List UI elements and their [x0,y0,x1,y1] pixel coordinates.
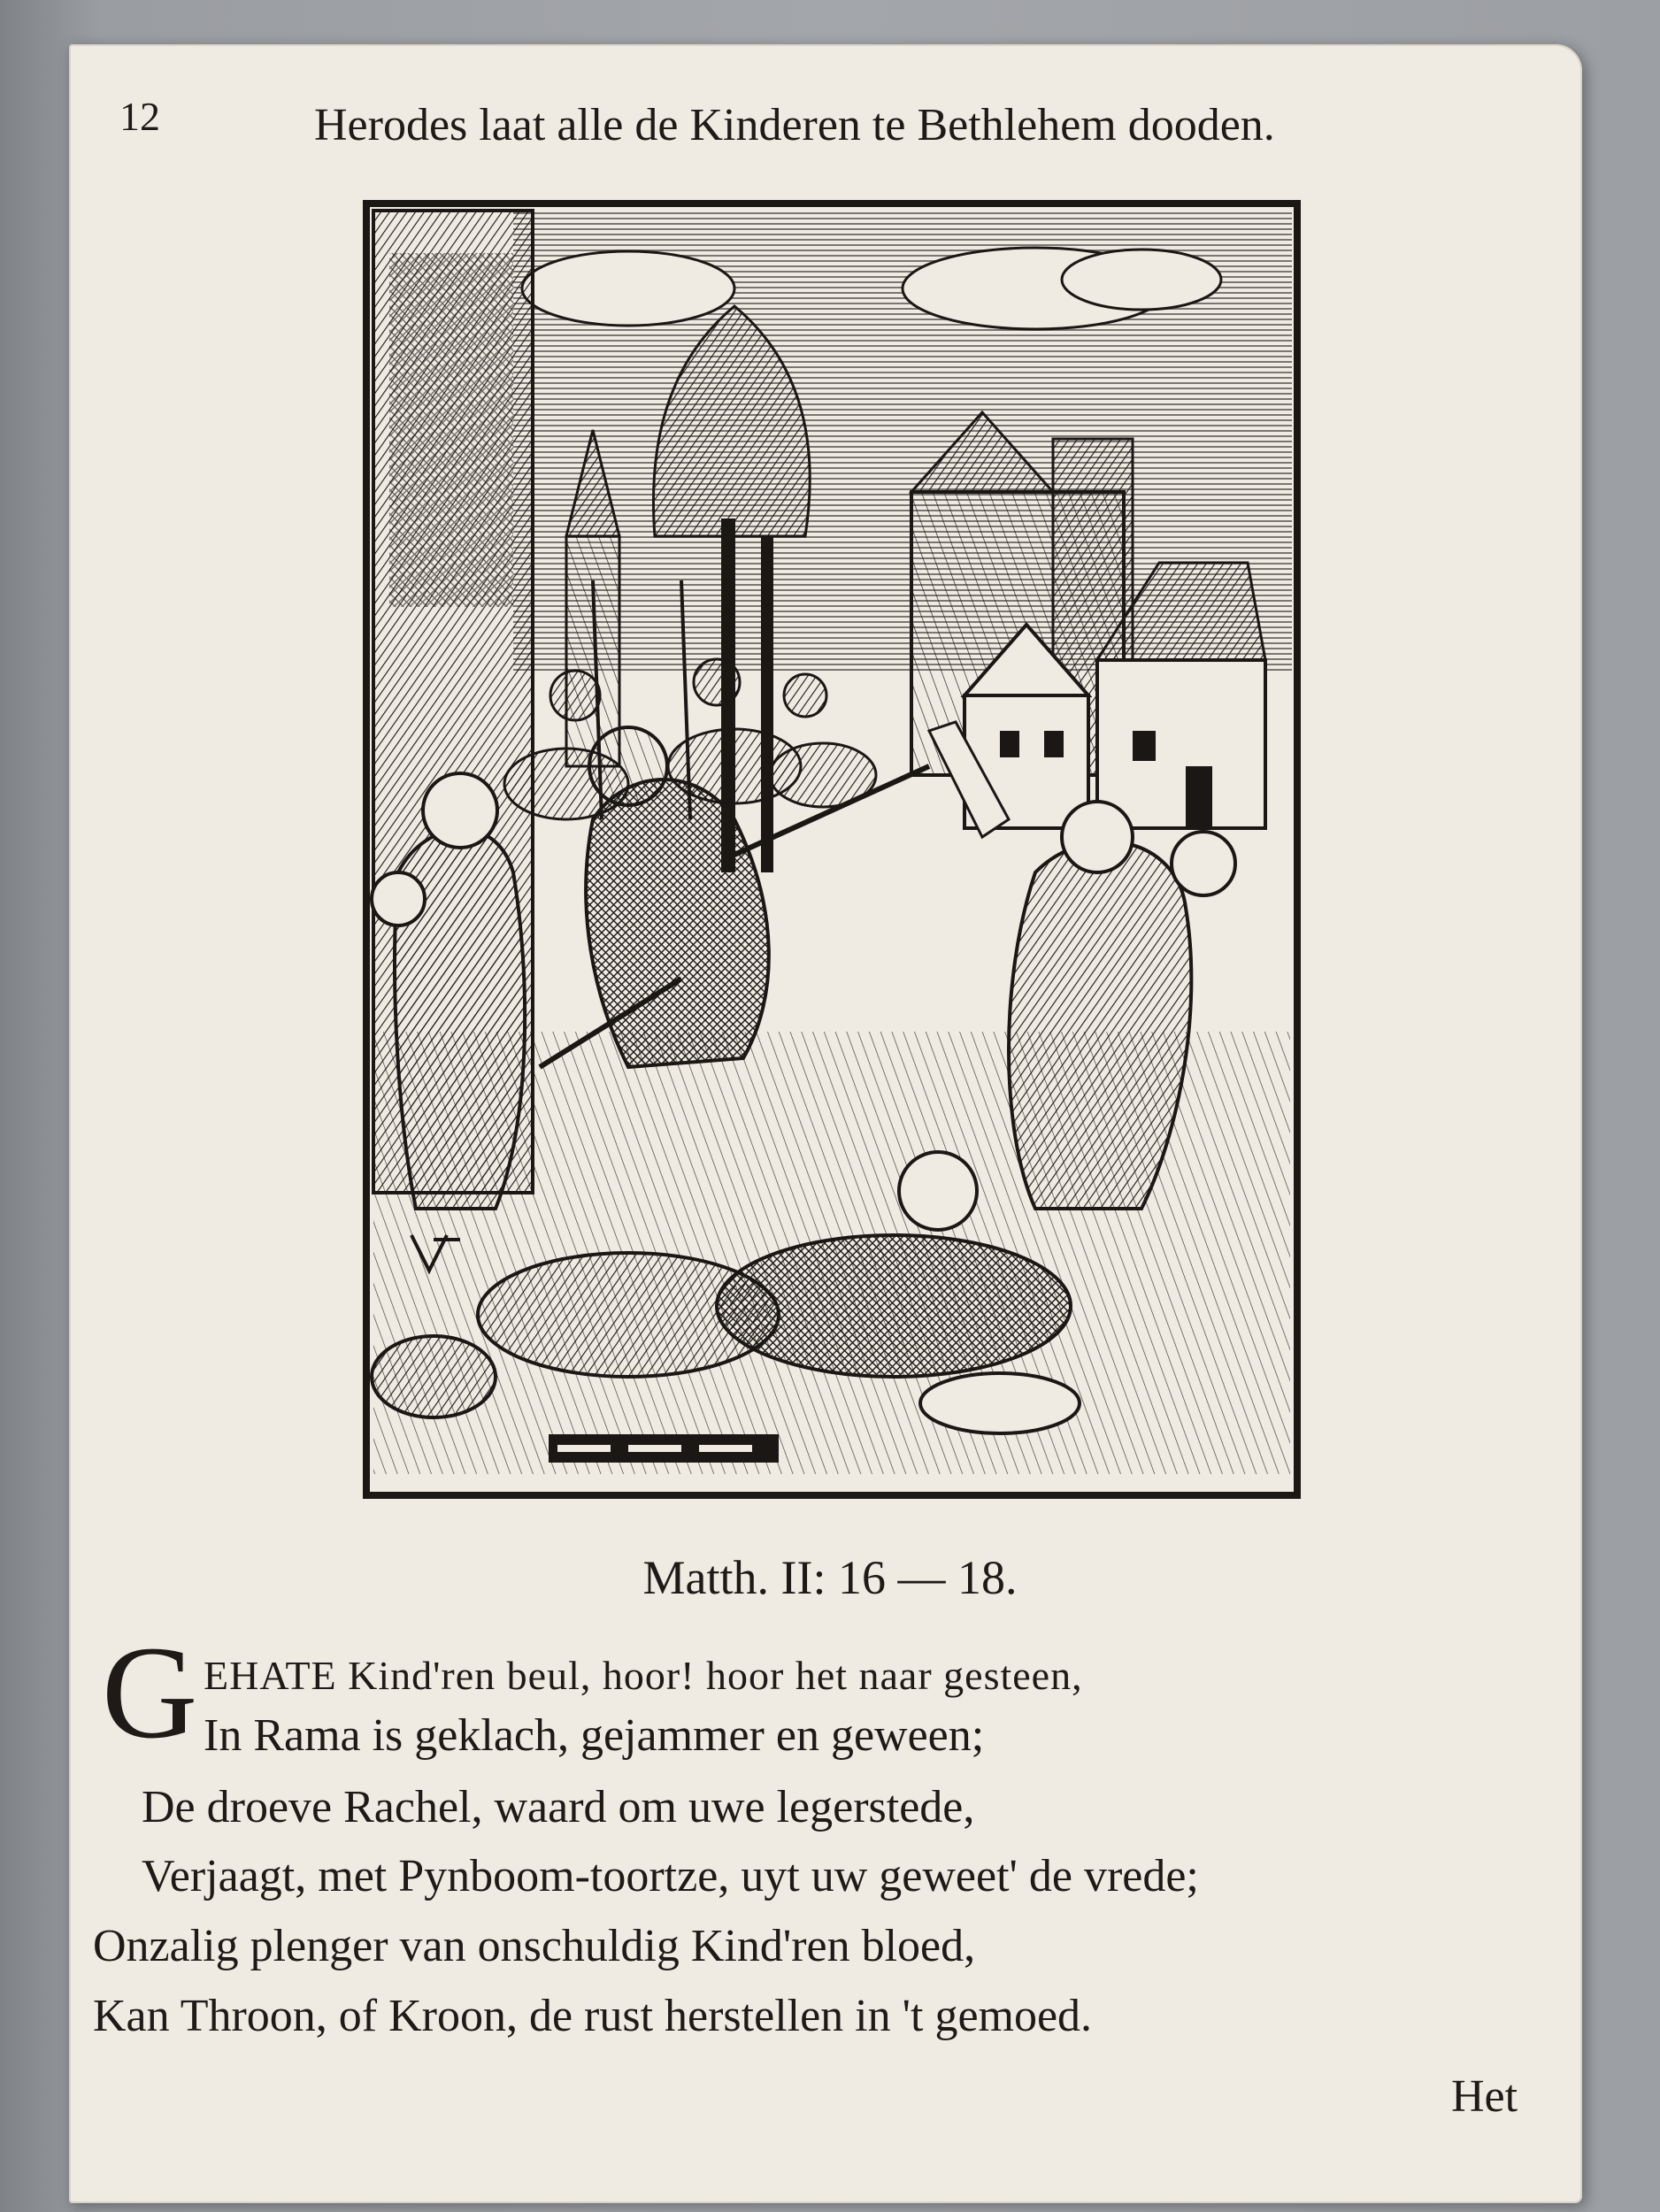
catchword: Het [1451,2071,1518,2122]
verse-line-1: EHATE Kind'ren beul, hoor! hoor het naar gesteen, [204,1653,1083,1698]
verse-line-4: Verjaagt, met Pynboom-toortze, uyt uw geweet' de vrede; [142,1851,1199,1901]
drop-capital: G [102,1619,198,1766]
page-number: 12 [119,94,160,139]
scripture-reference: Matth. II: 16 — 18. [642,1551,1018,1604]
verse-line-3: De droeve Rachel, waard om uwe legerstede, [142,1782,975,1832]
running-title: Herodes laat alle de Kinderen te Bethlehem dooden. [314,100,1275,150]
woodcut-illustration [363,200,1301,1499]
verse-line-5: Onzalig plenger van onschuldig Kind'ren bloed, [93,1921,976,1971]
verse-line-2: In Rama is geklach, gejammer en geween; [204,1710,985,1761]
verse-line-6: Kan Throon, of Kroon, de rust herstellen in 't gemoed. [93,1991,1093,2041]
